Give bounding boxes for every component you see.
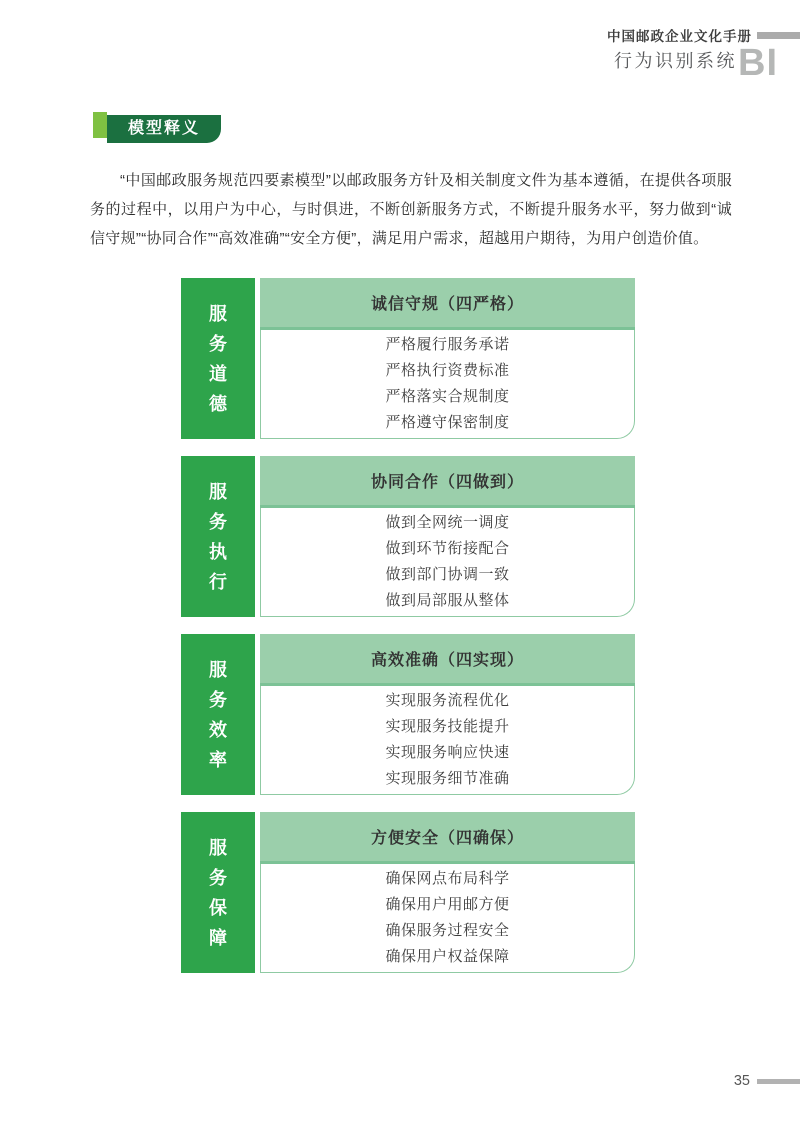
- model-block-service-efficiency: [181, 634, 635, 795]
- page-number: 35: [733, 1073, 750, 1089]
- block-category-tab: [181, 456, 255, 617]
- section-badge: [93, 112, 221, 143]
- block-category-label: 服务执行: [209, 481, 227, 592]
- block-item: 做到全网统一调度: [385, 514, 510, 531]
- block-content: [260, 812, 635, 973]
- block-item: 实现服务细节准确: [385, 770, 510, 787]
- block-item: 严格落实合规制度: [385, 388, 510, 405]
- block-item: 实现服务流程优化: [385, 692, 510, 709]
- block-category-tab: [181, 812, 255, 973]
- block-title: 协同合作（四做到）: [260, 456, 635, 508]
- block-title: 诚信守规（四严格）: [260, 278, 635, 330]
- block-content: [260, 456, 635, 617]
- system-name: 行为识别系统: [614, 51, 737, 71]
- block-item: 确保用户用邮方便: [385, 896, 510, 913]
- block-title: 方便安全（四确保）: [260, 812, 635, 864]
- block-item-list: [260, 508, 635, 617]
- handbook-title: 中国邮政企业文化手册: [607, 29, 752, 44]
- block-item: 做到部门协调一致: [385, 566, 510, 583]
- header-rule-bar: [757, 32, 800, 39]
- model-block-service-ethics: [181, 278, 635, 439]
- block-item: 严格履行服务承诺: [385, 336, 510, 353]
- header-line-2: [607, 42, 800, 84]
- page-footer: [734, 1073, 800, 1089]
- block-category-label: 服务保障: [209, 837, 227, 948]
- block-category-tab: [181, 634, 255, 795]
- block-item: 确保服务过程安全: [385, 922, 510, 939]
- block-title: 高效准确（四实现）: [260, 634, 635, 686]
- badge-accent-bar: [93, 112, 107, 138]
- model-block-service-guarantee: [181, 812, 635, 973]
- block-item: 实现服务技能提升: [385, 718, 510, 735]
- model-blocks: [181, 278, 635, 973]
- block-category-label: 服务道德: [209, 303, 227, 414]
- block-category-label: 服务效率: [209, 659, 227, 770]
- block-content: [260, 278, 635, 439]
- block-item: 确保用户权益保障: [385, 948, 510, 965]
- block-item: 实现服务响应快速: [385, 744, 510, 761]
- block-item-list: [260, 330, 635, 439]
- bi-logo: BI: [738, 42, 778, 84]
- block-item: 做到环节衔接配合: [385, 540, 510, 557]
- model-block-service-execution: [181, 456, 635, 617]
- intro-paragraph: “中国邮政服务规范四要素模型”以邮政服务方针及相关制度文件为基本遵循，在提供各项服务的过程中，以用户为中心，与时俱进，不断创新服务方式，不断提升服务水平，努力做到“诚信守规”“协同合作”“高效准确”“安全方便”，满足用户需求，超越用户期待，为用户创造价值。: [90, 172, 732, 247]
- section-title: 模型释义: [107, 115, 221, 143]
- footer-rule-bar: [757, 1079, 800, 1084]
- block-content: [260, 634, 635, 795]
- block-item-list: [260, 864, 635, 973]
- block-category-tab: [181, 278, 255, 439]
- block-item: 做到局部服从整体: [385, 592, 510, 609]
- block-item-list: [260, 686, 635, 795]
- block-item: 严格执行资费标准: [385, 362, 510, 379]
- running-header: [607, 25, 800, 84]
- block-item: 严格遵守保密制度: [385, 414, 510, 431]
- block-item: 确保网点布局科学: [385, 870, 510, 887]
